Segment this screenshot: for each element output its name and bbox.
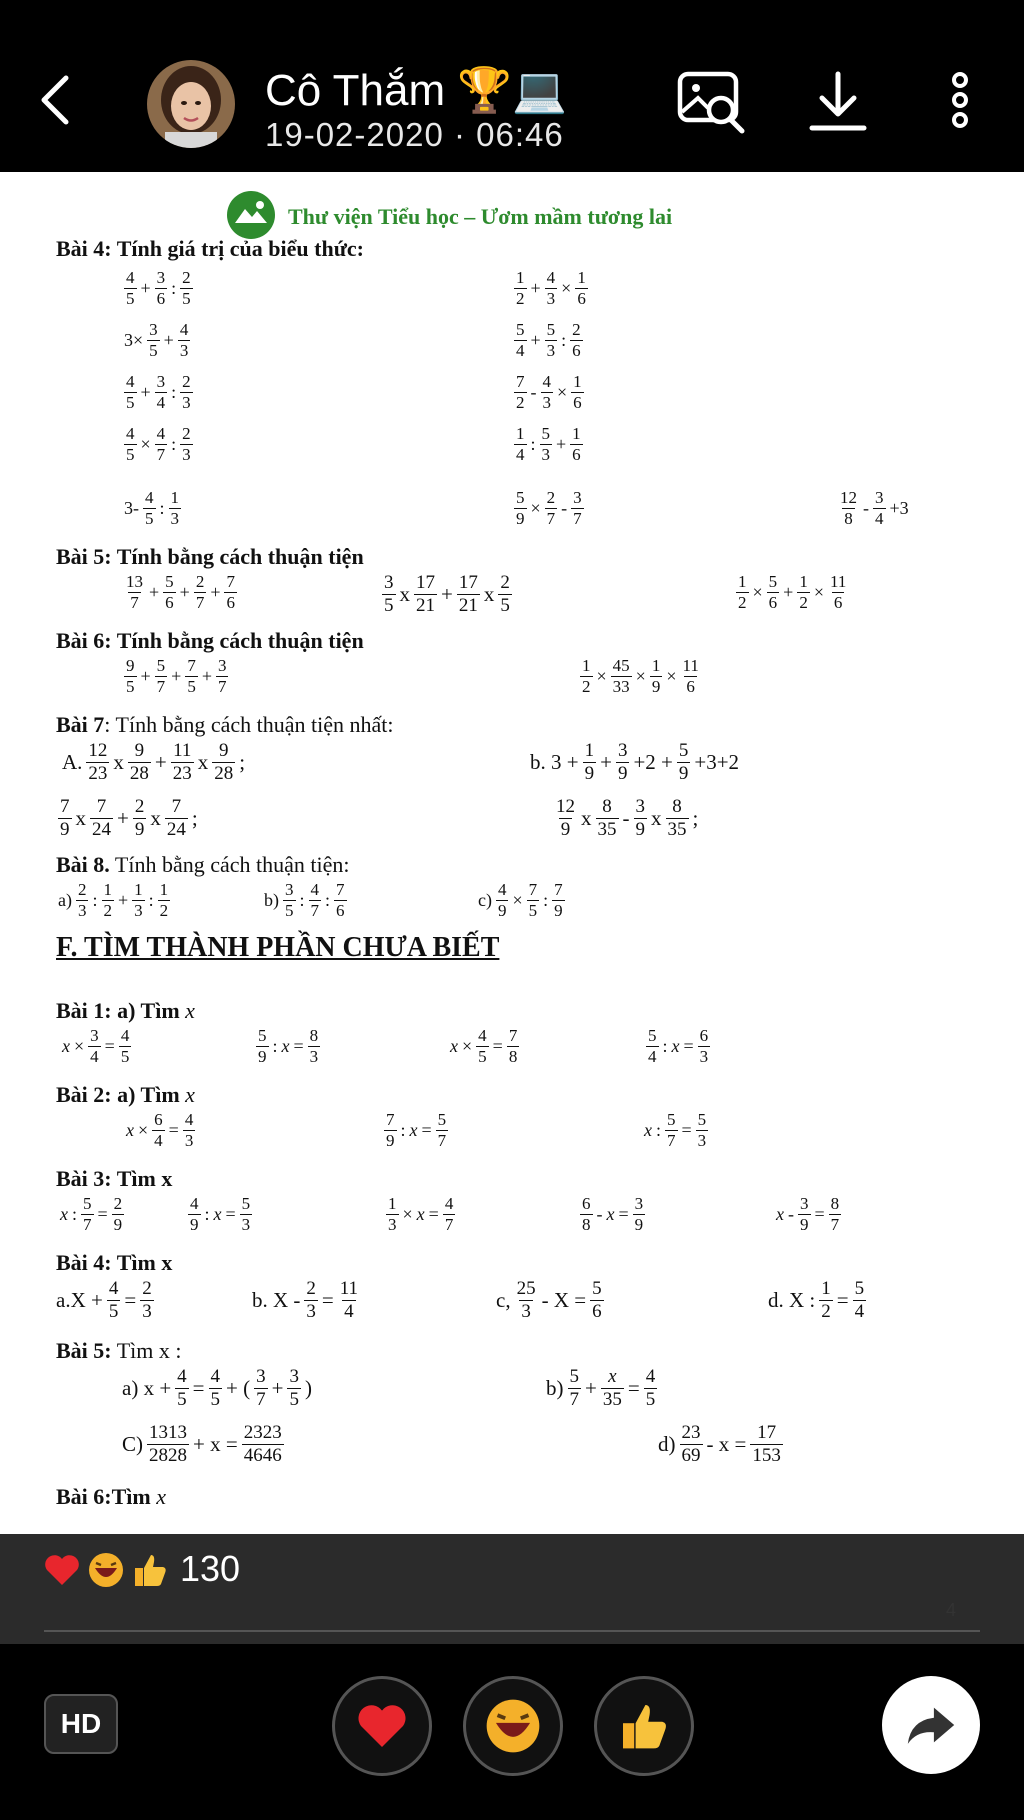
expr-f4-a: a.X + $\frac{4}{5}$ = $\frac{2}{3}$ — [56, 1278, 152, 1322]
expr-f2-3: x : $\frac{5}{7}$ = $\frac{5}{3}$ — [644, 1110, 707, 1150]
expr-f5-b: b) $\frac{5}{7}$ + $\frac{x}{35}$ = $\frac{4}{5}$ — [546, 1366, 656, 1410]
expr-7-c: $\frac{7}{9}$ x $\frac{7}{24}$ + $\frac{2}{9}$ x $\frac{7}{24}$ ; — [60, 796, 198, 840]
expr-f1-3: x × $\frac{4}{5}$ = $\frac{7}{8}$ — [450, 1026, 518, 1066]
divider — [44, 1630, 980, 1632]
reaction-bar — [0, 1534, 1024, 1644]
expr-4-5: 3- $\frac{4}{5}$ : $\frac{1}{3}$ — [124, 488, 180, 528]
expr-6-2: $\frac{1}{2}$ × $\frac{45}{33}$ × $\frac{1}{9}$ × $\frac{11}{6}$ — [582, 656, 699, 696]
laugh-react-button[interactable] — [463, 1676, 563, 1776]
expr-4-2: 3× $\frac{3}{5}$ + $\frac{4}{3}$ — [124, 320, 189, 360]
section-f-title: F. TÌM THÀNH PHẦN CHƯA BIẾT — [56, 932, 500, 963]
like-reaction-icon — [130, 1550, 170, 1590]
expr-f4-c: c, $\frac{25}{3}$ - X = $\frac{5}{6}$ — [496, 1278, 602, 1322]
expr-4-11: $\frac{12}{8}$ - $\frac{3}{4}$ +3 — [840, 488, 909, 528]
f-bai4-title: Bài 4: Tìm x — [56, 1250, 173, 1275]
expr-f2-2: $\frac{7}{9}$ : x = $\frac{5}{7}$ — [386, 1110, 447, 1150]
top-bar — [0, 0, 1024, 172]
like-react-button[interactable] — [594, 1676, 694, 1776]
f-bai6-title: Bài 6:Tìm x — [56, 1484, 166, 1509]
expr-6-1: $\frac{9}{5}$ + $\frac{5}{7}$ + $\frac{7}{5}$ + $\frac{3}{7}$ — [126, 656, 227, 696]
laugh-reaction-icon — [86, 1550, 126, 1590]
reaction-count[interactable]: 130 — [180, 1548, 241, 1589]
download-icon[interactable] — [802, 68, 874, 136]
brand-title: Thư viện Tiểu học – Ươm mầm tương lai — [288, 204, 673, 229]
expr-f5-d: d) $\frac{23}{69}$ - x = $\frac{17}{153}$ — [658, 1422, 781, 1466]
f-bai2-title: Bài 2: a) Tìm x — [56, 1082, 195, 1107]
more-options-icon[interactable] — [940, 68, 980, 136]
expr-7-b: b. 3 + $\frac{1}{9}$ + $\frac{3}{9}$ +2 + $\frac{5}{9}$ +3+2 — [530, 740, 740, 784]
share-button[interactable] — [882, 1676, 980, 1774]
expr-f5-a: a) x + $\frac{4}{5}$ = $\frac{4}{5}$ + ( $\frac{3}{7}$ + $\frac{3}{5}$ ) — [122, 1366, 312, 1410]
expr-f3-1: x : $\frac{5}{7}$ = $\frac{2}{9}$ — [60, 1194, 123, 1234]
expr-4-3: $\frac{4}{5}$ + $\frac{3}{4}$ : $\frac{2}{3}$ — [126, 372, 191, 412]
poster-name[interactable]: Cô Thắm 🏆💻 — [265, 66, 567, 115]
expr-f4-b: b. X - $\frac{2}{3}$ = $\frac{11}{4}$ — [252, 1278, 359, 1322]
expr-4-8: $\frac{7}{2}$ - $\frac{4}{3}$ × $\frac{1}{6}$ — [516, 372, 582, 412]
expr-f3-5: x - $\frac{3}{9}$ = $\frac{8}{7}$ — [776, 1194, 840, 1234]
expr-7-d: $\frac{12}{9}$ x $\frac{8}{35}$ - $\frac{3}{9}$ x $\frac{8}{35}$ ; — [556, 796, 699, 840]
expr-4-4: $\frac{4}{5}$ × $\frac{4}{7}$ : $\frac{2}{3}$ — [126, 424, 191, 464]
bottom-action-bar — [0, 1644, 1024, 1820]
hd-toggle-button[interactable]: HD — [44, 1694, 118, 1754]
bai5-title: Bài 5: Tính bằng cách thuận tiện — [56, 544, 364, 569]
expr-8-b: b) $\frac{3}{5}$ : $\frac{4}{7}$ : $\frac{7}{6}$ — [264, 880, 345, 920]
expr-f3-2: $\frac{4}{9}$ : x = $\frac{5}{3}$ — [190, 1194, 251, 1234]
bai8-title: Bài 8. Tính bằng cách thuận tiện: — [56, 852, 350, 877]
expr-5-3: $\frac{1}{2}$ × $\frac{5}{6}$ + $\frac{1}{2}$ × $\frac{11}{6}$ — [738, 572, 847, 612]
avatar[interactable] — [147, 60, 235, 148]
expr-7-a: A. $\frac{12}{23}$ x $\frac{9}{28}$ + $\frac{11}{23}$ x $\frac{9}{28}$ ; — [62, 740, 246, 784]
expr-f3-4: $\frac{6}{8}$ - x = $\frac{3}{9}$ — [582, 1194, 644, 1234]
share-arrow-icon — [902, 1696, 960, 1754]
image-search-icon[interactable] — [676, 68, 748, 136]
back-arrow-icon[interactable] — [36, 72, 76, 128]
heart-react-button[interactable] — [332, 1676, 432, 1776]
expr-f3-3: $\frac{1}{3}$ × x = $\frac{4}{7}$ — [388, 1194, 454, 1234]
expr-8-c: c) $\frac{4}{9}$ × $\frac{7}{5}$ : $\frac{7}{9}$ — [478, 880, 563, 920]
expr-4-6: $\frac{1}{2}$ + $\frac{4}{3}$ × $\frac{1}{6}$ — [516, 268, 586, 308]
expr-4-1: $\frac{4}{5}$ + $\frac{3}{6}$ : $\frac{2}{5}$ — [126, 268, 191, 308]
expr-f5-c: C) $\frac{1313}{2828}$ + x = $\frac{2323}{4646}$ — [122, 1422, 282, 1466]
laugh-icon — [482, 1695, 544, 1757]
expr-f1-2: $\frac{5}{9}$ : x = $\frac{8}{3}$ — [258, 1026, 319, 1066]
page-number: 4 — [946, 1600, 957, 1620]
heart-reaction-icon — [42, 1550, 82, 1590]
bai7-title: Bài 7: Tính bằng cách thuận tiện nhất: — [56, 712, 394, 737]
expr-f4-d: d. X : $\frac{1}{2}$ = $\frac{5}{4}$ — [768, 1278, 865, 1322]
expr-f1-1: x × $\frac{3}{4}$ = $\frac{4}{5}$ — [62, 1026, 130, 1066]
expr-4-10: $\frac{5}{9}$ × $\frac{2}{7}$ - $\frac{3}{7}$ — [516, 488, 582, 528]
f-bai5-title: Bài 5: Tìm x : — [56, 1338, 182, 1363]
expr-4-9: $\frac{1}{4}$ : $\frac{5}{3}$ + $\frac{1}{6}$ — [516, 424, 581, 464]
like-icon — [616, 1698, 672, 1754]
expr-4-7: $\frac{5}{4}$ + $\frac{5}{3}$ : $\frac{2}{6}$ — [516, 320, 581, 360]
f-bai3-title: Bài 3: Tìm x — [56, 1166, 173, 1191]
f-bai1-title: Bài 1: a) Tìm x — [56, 998, 195, 1023]
expr-f1-4: $\frac{5}{4}$ : x = $\frac{6}{3}$ — [648, 1026, 709, 1066]
expr-5-1: $\frac{13}{7}$ + $\frac{5}{6}$ + $\frac{2}{7}$ + $\frac{7}{6}$ — [126, 572, 235, 612]
post-timestamp: 19-02-2020 · 06:46 — [265, 116, 564, 153]
heart-icon — [354, 1698, 410, 1754]
bai6-title: Bài 6: Tính bằng cách thuận tiện — [56, 628, 364, 653]
expr-f2-1: x × $\frac{6}{4}$ = $\frac{4}{3}$ — [126, 1110, 194, 1150]
worksheet-image[interactable] — [0, 172, 1024, 1534]
expr-8-a: a) $\frac{2}{3}$ : $\frac{1}{2}$ + $\frac{1}{3}$ : $\frac{1}{2}$ — [58, 880, 169, 920]
expr-5-2: $\frac{3}{5}$ x $\frac{17}{21}$ + $\frac{17}{21}$ x $\frac{2}{5}$ — [384, 572, 510, 616]
library-logo-icon — [226, 190, 276, 240]
bai4-title: Bài 4: Tính giá trị của biểu thức: — [56, 236, 364, 261]
